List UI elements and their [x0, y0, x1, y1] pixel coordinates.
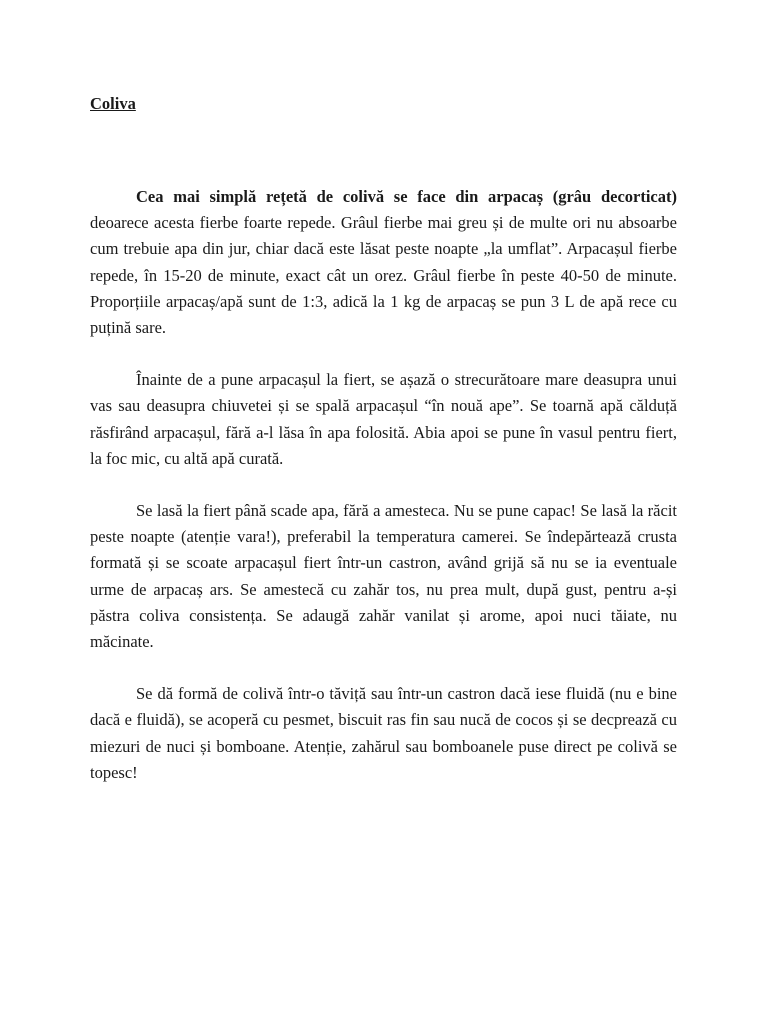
document-page [90, 86, 677, 786]
paragraph-intro [90, 184, 677, 341]
paragraph-intro-lead: Cea mai simplă rețetă de colivă se face din arpacaș (grâu decorticat) [136, 187, 677, 206]
paragraph-washing: Înainte de a pune arpacașul la fiert, se așază o strecurătoare mare deasupra unui vas sau deasupra chiuvetei și se spală arpacașul “în nouă ape”. Se toarnă apă călduță răsfirând arpacașul, fără a-l lăsa în apa folosită. Abia apoi se pune în vasul pentru fiert, la foc mic, cu altă apă curată. [90, 370, 677, 468]
document-title: Coliva [90, 94, 136, 113]
paragraph-intro-rest: deoarece acesta fierbe foarte repede. Grâul fierbe mai greu și de multe ori nu absoarbe cum trebuie apa din jur, chiar dacă este lăsat peste noapte „la umflat”. Arpacașul fierbe repede, în 15-20 de minute, exact cât un orez. Grâul fierbe în peste 40-50 de minute. Proporțiile arpacaș/apă sunt de 1:3, adică la 1 kg de arpacaș se pun 3 L de apă rece cu puțină sare. [90, 213, 677, 338]
paragraph-boiling: Se lasă la fiert până scade apa, fără a amesteca. Nu se pune capac! Se lasă la răcit peste noapte (atenție vara!), preferabil la temperatura camerei. Se îndepărtează crusta formată și se scoate arpacașul fiert într-un castron, având grijă să nu se ia eventuale urme de arpacaș ars. Se amestecă cu zahăr tos, nu prea mult, după gust, pentru a-și păstra coliva consistența. Se adaugă zahăr vanilat și arome, apoi nuci tăiate, nu măcinate. [90, 501, 677, 652]
paragraph-serving: Se dă formă de colivă într-o tăviță sau într-un castron dacă iese fluidă (nu e bine dacă e fluidă), se acoperă cu pesmet, biscuit ras fin sau nucă de cocos și se decprează cu miezuri de nuci și bomboane. Atenție, zahărul sau bomboanele puse direct pe colivă se topesc! [90, 684, 677, 782]
